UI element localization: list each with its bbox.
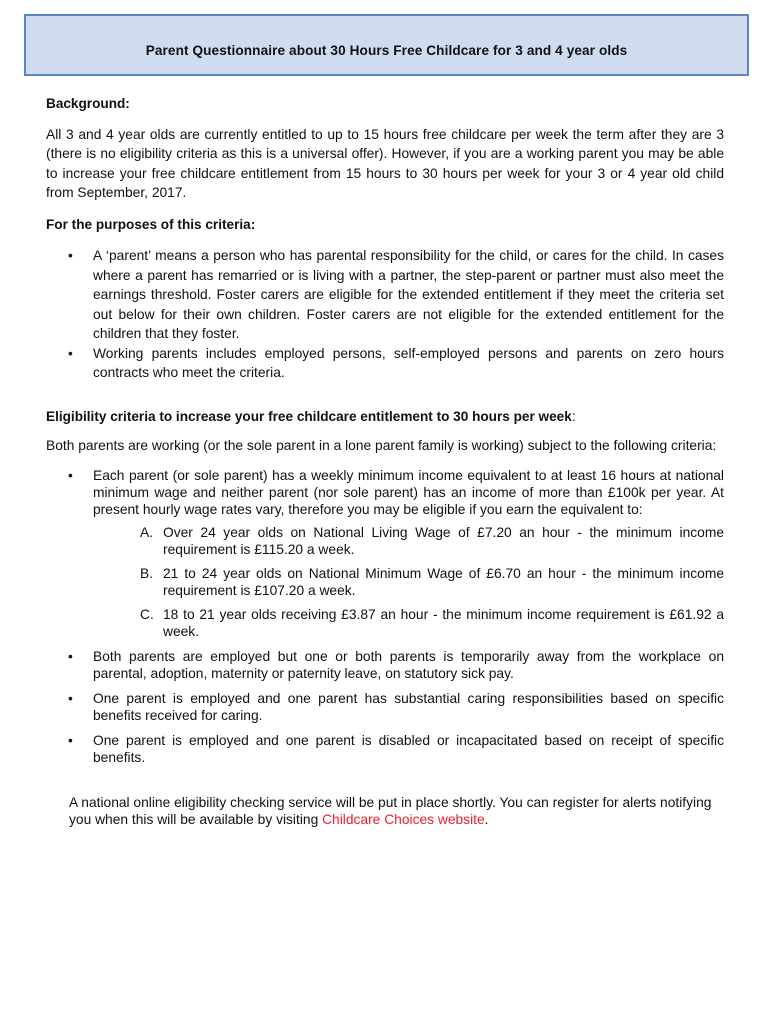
bullet-icon: • xyxy=(68,467,73,483)
bullet-icon: • xyxy=(68,248,73,263)
document-body xyxy=(46,94,724,828)
purposes-heading: For the purposes of this criteria: xyxy=(46,216,256,232)
bullet-icon: • xyxy=(68,648,73,664)
wage-example-item: A. Over 24 year olds on National Living Wage of £7.20 an hour - the minimum income requirement is £115.20 a week. xyxy=(140,524,724,557)
item-letter: C. xyxy=(140,606,154,622)
list-item: • One parent is employed and one parent has substantial caring responsibilities based on specific benefits received for caring. xyxy=(68,690,724,723)
eligibility-more-list xyxy=(46,648,724,766)
eligibility-heading: Eligibility criteria to increase your free childcare entitlement to 30 hours per week: xyxy=(46,408,576,424)
background-text: All 3 and 4 year olds are currently entitled to up to 15 hours free childcare per week the term after they are 3 (there is no eligibility criteria as this is a universal offer). However, if you are a working parent you may be able to increase your free childcare entitlement from 15 hours to 30 hours per week for your 3 or 4 year old child from September, 2017. xyxy=(46,126,724,200)
page-title: Parent Questionnaire about 30 Hours Free Childcare for 3 and 4 year olds xyxy=(145,42,628,58)
eligibility-list xyxy=(46,467,724,518)
list-item: • One parent is employed and one parent is disabled or incapacitated based on receipt of specific benefits. xyxy=(68,732,724,765)
background-heading: Background: xyxy=(46,96,130,111)
childcare-choices-link[interactable]: Childcare Choices website xyxy=(322,811,485,827)
item-letter: B. xyxy=(140,565,154,581)
list-item: • A ‘parent’ means a person who has parental responsibility for the child, or cares for the child. In cases where a parent has remarried or is living with a partner, the step-parent or partner must also meet the earnings threshold. Foster carers are eligible for the extended entitlement if they meet the criteria set out below for their own children. Foster carers are not eligible for the extended entitlement for the children that they foster. xyxy=(68,248,724,341)
list-item: • Each parent (or sole parent) has a weekly minimum income equivalent to at least 16 hours at national minimum wage and neither parent (nor sole parent) has an income of more than £100k per year. At present hourly wage rates vary, therefore you may be eligible if you earn the equivalent to: xyxy=(68,467,724,517)
footer-note: A national online eligibility checking service will be put in place shortly. You can register for alerts notifying you when this will be available by visiting Childcare Choices website. xyxy=(69,794,712,827)
purposes-list xyxy=(46,246,724,383)
eligibility-intro: Both parents are working (or the sole parent in a lone parent family is working) subject to the following criteria: xyxy=(46,438,717,453)
list-item: • Working parents includes employed persons, self-employed persons and parents on zero hours contracts who meet the criteria. xyxy=(68,345,724,380)
bullet-icon: • xyxy=(68,732,73,748)
bullet-icon: • xyxy=(68,690,73,706)
item-letter: A. xyxy=(140,524,154,540)
title-banner xyxy=(24,14,749,76)
wage-examples-list xyxy=(46,524,724,640)
wage-example-item: B. 21 to 24 year olds on National Minimum Wage of £6.70 an hour - the minimum income requirement is £107.20 a week. xyxy=(140,565,724,598)
list-item: • Both parents are employed but one or both parents is temporarily away from the workplace on parental, adoption, maternity or paternity leave, on statutory sick pay. xyxy=(68,648,724,681)
wage-example-item: C. 18 to 21 year olds receiving £3.87 an hour - the minimum income requirement is £61.92 a week. xyxy=(140,606,724,639)
bullet-icon: • xyxy=(68,345,73,361)
